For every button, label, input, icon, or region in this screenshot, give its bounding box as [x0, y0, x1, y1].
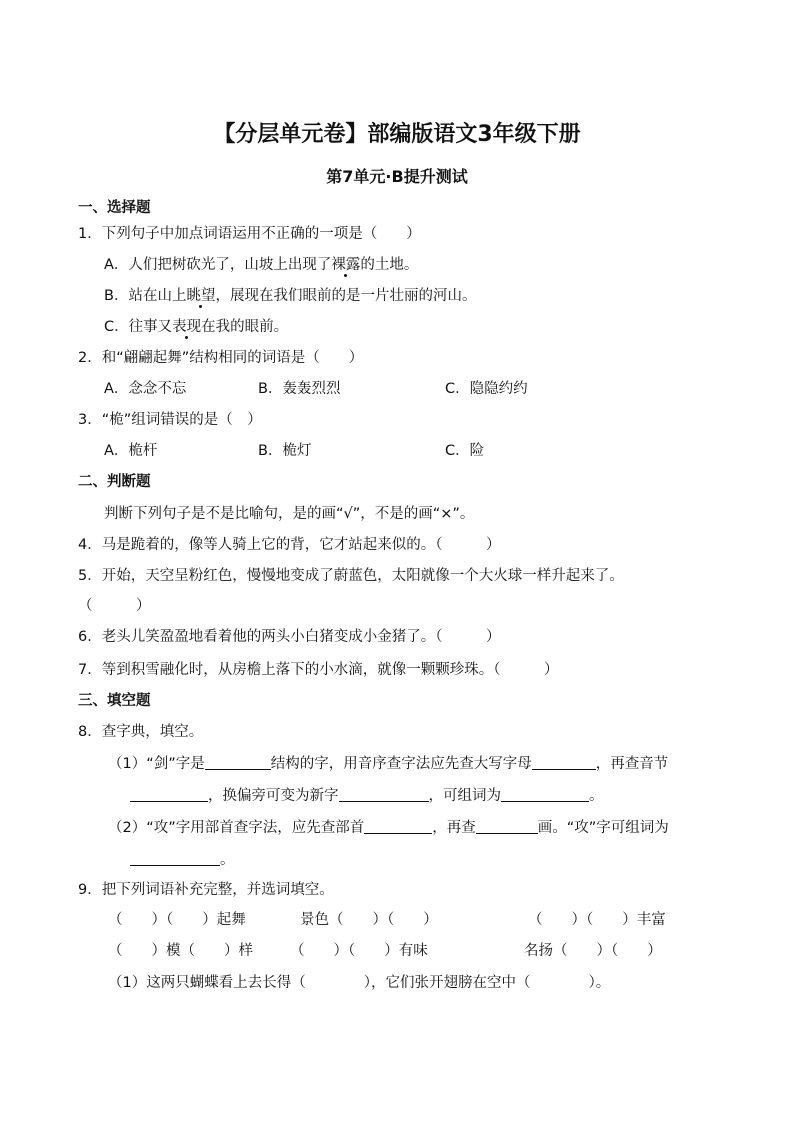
question-8-part-1-line-2: ，换偏旁可变为新字 ，可组词为 。 [130, 785, 604, 806]
question-3-stem: 3．“桅”组词错误的是（ ） [78, 412, 262, 428]
answer-blank[interactable] [130, 785, 208, 802]
judge-instructions: 判断下列句子是不是比喻句，是的画“√”，不是的画“×”。 [104, 506, 475, 522]
question-3-option-b: B．桅灯 [258, 443, 312, 459]
idiom-blank-3: （ ）（ ）丰富 [528, 912, 666, 928]
question-2-stem: 2．和“翩翩起舞”结构相同的词语是（ ） [78, 350, 364, 366]
idiom-blank-4: （ ）模（ ）样 [108, 943, 253, 959]
question-1-option-c: C．往事又表现在我的眼前。 [104, 319, 289, 335]
question-1-option-b: B．站在山上眺望，展现在我们眼前的是一片壮丽的河山。 [104, 288, 477, 304]
question-1-option-a: A．人们把树砍光了，山坡上出现了裸露的土地。 [104, 257, 419, 273]
question-2-option-c: C．隐隐约约 [445, 381, 528, 397]
question-2-option-b: B．轰轰烈烈 [258, 381, 341, 397]
answer-blank[interactable] [205, 753, 271, 770]
question-9-sentence-1: （1）这两只蝴蝶看上去长得（ ），它们张开翅膀在空中（ ）。 [108, 975, 611, 991]
question-3-option-c: C．险 [445, 443, 485, 459]
question-2-option-a: A．念念不忘 [104, 381, 187, 397]
section-heading-judge: 二、判断题 [78, 474, 151, 490]
section-heading-choice: 一、选择题 [78, 200, 151, 216]
question-8-part-1-line-1: （1）“剑”字是 结构的字，用音序查字法应先查大写字母 ，再查音节 [108, 753, 668, 774]
idiom-blank-5: （ ）（ ）有味 [290, 943, 428, 959]
answer-blank[interactable] [364, 817, 432, 834]
question-5: 5．开始，天空呈粉红色，慢慢地变成了蔚蓝色，太阳就像一个大火球一样升起来了。 [78, 568, 624, 584]
question-8-part-2-line-1: （2）“攻”字用部首查字法，应先查部首 ，再查 画。“攻”字可组词为 [108, 817, 669, 838]
question-6: 6．老头儿笑盈盈地看着他的两头小白猪变成小金猪了。（ ） [78, 629, 501, 645]
answer-blank[interactable] [339, 785, 429, 802]
page-subtitle: 第7单元·B提升测试 [326, 167, 468, 186]
answer-blank[interactable] [501, 785, 589, 802]
idiom-blank-2: 景色（ ）（ ） [300, 912, 438, 928]
question-9-stem: 9．把下列词语补充完整，并选词填空。 [78, 882, 334, 898]
answer-blank[interactable] [476, 817, 538, 834]
question-4: 4．马是跪着的，像等人骑上它的背，它才站起来似的。（ ） [78, 537, 501, 553]
page-title: 【分层单元卷】部编版语文3年级下册 [213, 122, 581, 147]
answer-blank[interactable] [532, 753, 596, 770]
question-8-stem: 8．查字典，填空。 [78, 724, 204, 740]
answer-blank[interactable] [130, 849, 220, 866]
idiom-blank-1: （ ）（ ）起舞 [108, 912, 246, 928]
question-3-option-a: A．桅杆 [104, 443, 158, 459]
idiom-blank-6: 名扬（ ）（ ） [524, 943, 662, 959]
question-1-stem: 1．下列句子中加点词语运用不正确的一项是（ ） [78, 226, 421, 242]
question-8-part-2-line-2: 。 [130, 849, 235, 870]
question-5-answer-brackets: （ ） [78, 598, 151, 614]
section-heading-fill: 三、填空题 [78, 693, 151, 709]
question-7: 7．等到积雪融化时，从房檐上落下的小水滴，就像一颗颗珍珠。（ ） [78, 662, 559, 678]
